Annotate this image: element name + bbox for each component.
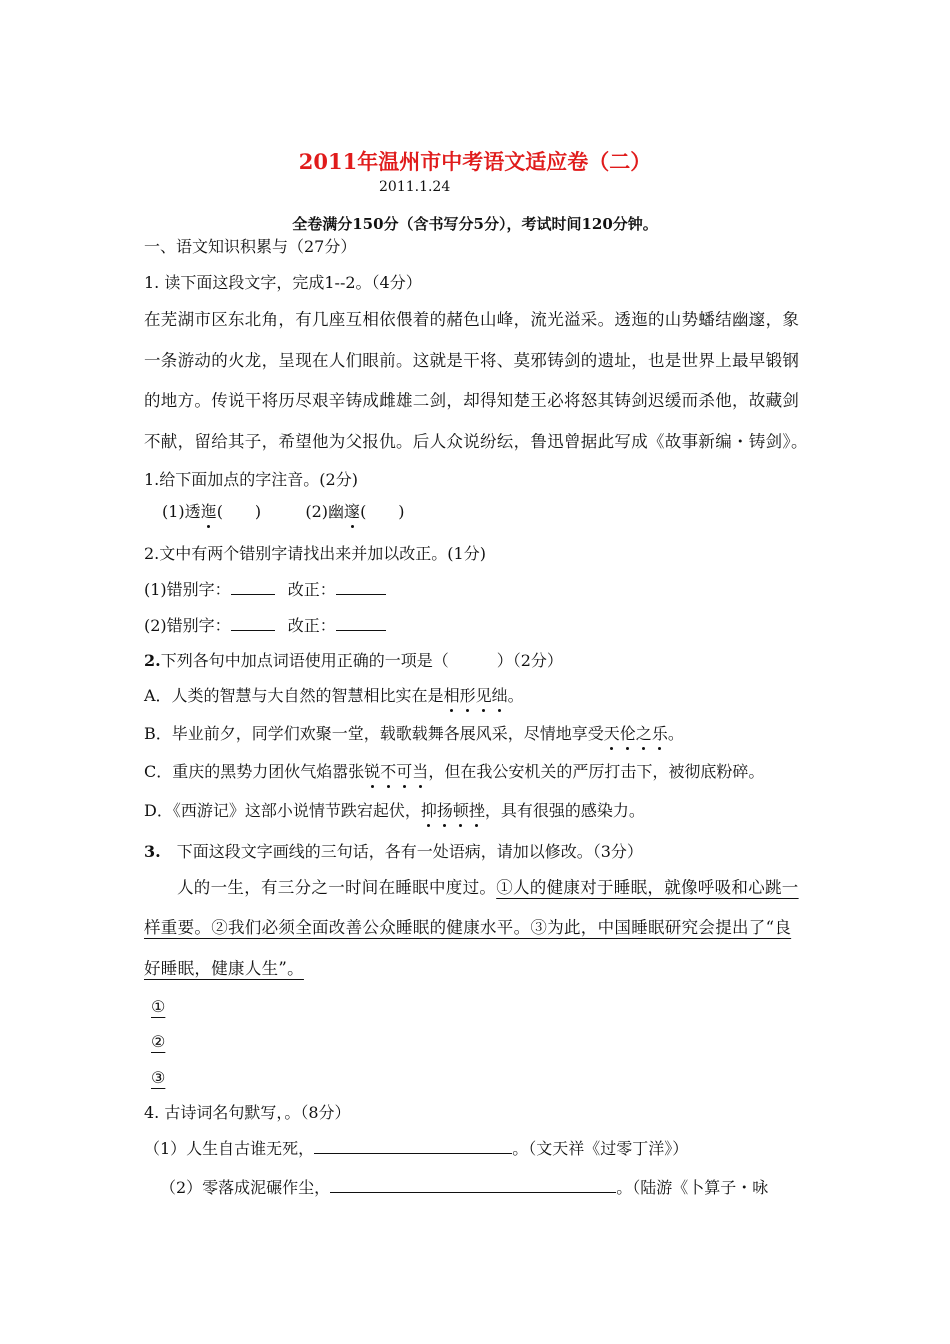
q3-passage-line-2: 样重要。②我们必须全面改善公众睡眠的健康水平。③为此，中国睡眠研究会提出了“良 [144, 918, 792, 937]
question-3 [144, 841, 643, 863]
option-c[interactable] [144, 761, 764, 783]
question-4: 4. 古诗词名句默写，。（8分） [144, 1103, 351, 1122]
answer-slot-2[interactable]: ② [151, 1032, 166, 1051]
typo-blank[interactable] [231, 616, 275, 631]
pinyin-answer-slot-1[interactable]: ( ) [216, 502, 262, 521]
correction-blank[interactable] [336, 580, 386, 595]
passage-line-1: 在芜湖市区东北角，有几座互相依偎着的赭色山峰，流光溢采。透迤的山势蟠结幽邃，象 [144, 310, 800, 329]
passage-line-2: 一条游动的火龙，呈现在人们眼前。这就是干将、莫邪铸剑的遗址，也是世界上最早锻钢 [144, 351, 800, 370]
correction-label: 改正： [287, 616, 336, 635]
question-text: 下面这段文字画线的三句话，各有一处语病，请加以修改。（3分） [160, 842, 643, 861]
poem-source: 。（陆游《卜算子・咏 [616, 1178, 769, 1197]
correction-blank[interactable] [336, 616, 386, 631]
poem-blank[interactable] [314, 1139, 512, 1154]
dotted-char: 抑 [420, 801, 437, 820]
option-text: 。 [667, 724, 684, 743]
option-text: ，但在我公安机关的严厉打击下，被彻底粉碎。 [428, 762, 765, 781]
dotted-char: 相 [443, 686, 460, 705]
exam-date: 2011.1.24 [379, 179, 451, 195]
correction-row-1 [144, 579, 386, 601]
correction-label: 改正： [287, 580, 336, 599]
option-text: A．人类的智慧与大自然的智慧相比实在是 [144, 686, 444, 705]
dotted-char: 乐 [651, 724, 668, 743]
poem-prompt: （1）人生自古谁无死， [144, 1139, 315, 1158]
typo-label: (1)错别字： [144, 580, 231, 599]
question-1-intro: 1. 读下面这段文字，完成1--2。（4分） [144, 273, 422, 292]
dotted-char: 见 [475, 686, 492, 705]
typo-blank[interactable] [231, 580, 275, 595]
pinyin-answer-slot-2[interactable]: ( ) [360, 502, 405, 521]
typo-label: (2)错别字： [144, 616, 231, 635]
exam-note: 全卷满分150分（含书写分5分），考试时间120分钟。 [292, 215, 658, 233]
option-text: C．重庆的黑势力团伙气焰嚣张 [144, 762, 365, 781]
option-b[interactable] [144, 723, 684, 745]
question-text: 下列各句中加点词语使用正确的一项是（ ）（2分） [160, 651, 563, 670]
dotted-char: 不 [380, 762, 397, 781]
passage-line-4: 不献，留给其子，希望他为父报仇。后人众说纷纭，鲁迅曾据此写成《故事新编・铸剑》。 [144, 432, 808, 451]
question-number: 2. [144, 651, 161, 670]
q3-passage-line-3: 好睡眠，健康人生”。 [144, 959, 304, 978]
option-a[interactable] [144, 685, 524, 707]
dotted-char: 顿 [452, 801, 469, 820]
dotted-char: 形 [459, 686, 476, 705]
underlined-sentence: ①人的健康对于睡眠，就像呼吸和心跳一 [496, 878, 799, 897]
poem-source: 。（文天祥《过零丁洋》） [512, 1139, 689, 1158]
answer-slot-3[interactable]: ③ [151, 1068, 166, 1087]
correction-row-2 [144, 615, 386, 637]
dotted-char: 扬 [436, 801, 453, 820]
dotted-char: 挫 [468, 801, 485, 820]
dotted-char: 邃 [344, 502, 361, 521]
option-text: ，具有很强的感染力。 [484, 801, 645, 820]
dotted-char: 锐 [364, 762, 381, 781]
question-1-1-items [162, 501, 405, 523]
question-1-2: 2.文中有两个错别字请找出来并加以改正。(1分) [144, 544, 486, 563]
section-heading: 一、语文知识积累与（27分） [144, 237, 357, 256]
exam-title: 2011年温州市中考语文适应卷（二） [298, 149, 652, 174]
dotted-char: 之 [635, 724, 652, 743]
poem-line-2 [160, 1177, 768, 1199]
pinyin-item-2-label: (2)幽 [305, 502, 345, 521]
answer-slot-1[interactable]: ① [151, 997, 166, 1016]
poem-blank[interactable] [330, 1178, 616, 1193]
passage-text: 人的一生，有三分之一时间在睡眠中度过。 [177, 878, 497, 897]
dotted-char: 当 [412, 762, 429, 781]
option-d[interactable] [144, 800, 645, 822]
question-number: 3. [144, 842, 161, 861]
question-2 [144, 650, 563, 672]
dotted-char: 迤 [200, 502, 217, 521]
dotted-char: 伦 [619, 724, 636, 743]
dotted-char: 绌 [491, 686, 508, 705]
option-text: D．《西游记》这部小说情节跌宕起伏， [144, 801, 421, 820]
q3-passage-line-1 [177, 877, 799, 899]
question-1-1: 1.给下面加点的字注音。(2分) [144, 470, 358, 489]
dotted-char: 天 [603, 724, 620, 743]
option-text: B．毕业前夕，同学们欢聚一堂，载歌载舞各展风采，尽情地享受 [144, 724, 604, 743]
pinyin-item-1-label: (1)透 [162, 502, 201, 521]
option-text: 。 [507, 686, 524, 705]
poem-line-1 [144, 1138, 688, 1160]
passage-line-3: 的地方。传说干将历尽艰辛铸成雌雄二剑，却得知楚王必将怒其铸剑迟缓而杀他，故藏剑 [144, 391, 800, 410]
dotted-char: 可 [396, 762, 413, 781]
poem-prompt: （2）零落成泥碾作尘， [160, 1178, 331, 1197]
